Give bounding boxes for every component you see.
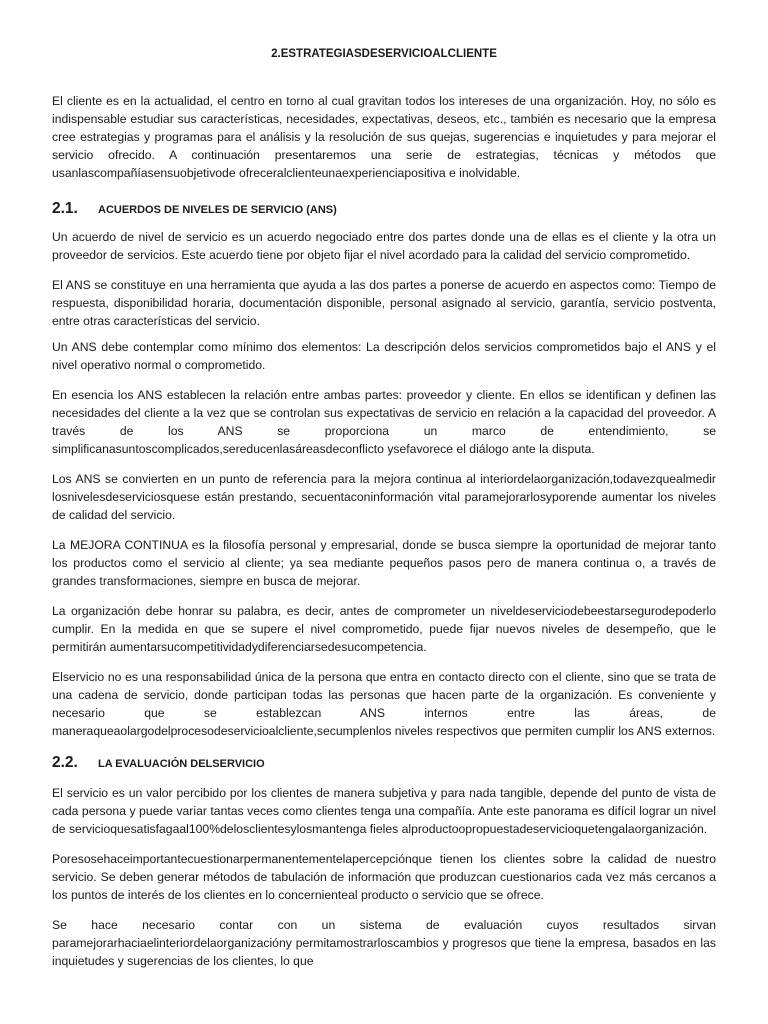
body-paragraph: Los ANS se convierten en un punto de referencia para la mejora continua al interiordelaorganización,todavezquealmedir losnivelesdeserviciosquese están prestando, secuentaconinformación vital paramejorarlosyporende aumentar los niveles de calidad del servicio.	[52, 472, 716, 522]
body-paragraph: Poresosehaceimportantecuestionarpermanentementelapercepciónque tienen los clientes sobre la calidad de nuestro servicio. Se deben generar métodos de tabulación de información que produzcan cuestionarios cada vez más cercanos a los puntos de interés de los clientes en lo concernienteal producto o servicio que se ofrece.	[52, 852, 716, 902]
document-title: 2.ESTRATEGIASDESERVICIOALCLIENTE	[271, 48, 497, 60]
section-title: ACUERDOS DE NIVELES DE SERVICIO (ANS)	[98, 204, 337, 216]
body-paragraph: Se hace necesario contar con un sistema de evaluación cuyos resultados sirvan paramejorarhaciaelinteriordelaorganizacióny permitamostrarloscambios y progresos que tiene la empresa, basados en las inquietudes y sugerencias de los clientes, lo que	[52, 918, 716, 968]
intro-paragraph: El cliente es en la actualidad, el centro en torno al cual gravitan todos los intereses de una organización. Hoy, no sólo es indispensable estudiar sus características, necesidades, expectativas, deseos, etc., también es necesario que la empresa cree estrategias y programas para el análisis y la resolución de sus quejas, sugerencias e inquietudes y para mejorar el servicio ofrecido. A continuación presentaremos una serie de estrategias, técnicas y métodos que usanlascompañíasensuobjetivode ofreceralclienteunaexperienciapositiva e inolvidable.	[52, 94, 716, 180]
section-heading	[52, 754, 716, 772]
body-paragraph: La MEJORA CONTINUA es la filosofía personal y empresarial, donde se busca siempre la oportunidad de mejorar tanto los productos como el servicio al cliente; ya sea mediante pequeños pasos pero de manera continua o, a través de grandes transformaciones, siempre en busca de mejorar.	[52, 538, 716, 588]
body-paragraph: Un ANS debe contemplar como mínimo dos elementos: La descripción delos servicios comprometidos bajo el ANS y el nivel operativo normal o comprometido.	[52, 340, 716, 372]
section-number: 2.1.	[52, 200, 78, 217]
body-paragraph: Un acuerdo de nivel de servicio es un acuerdo negociado entre dos partes donde una de ellas es el cliente y la otra un proveedor de servicios. Este acuerdo tiene por objeto fijar el nivel acordado para la calidad del servicio comprometido.	[52, 230, 716, 262]
body-paragraph: Elservicio no es una responsabilidad única de la persona que entra en contacto directo con el cliente, sino que se trata de una cadena de servicio, donde participan todas las personas que hacen parte de la organización. Es conveniente y necesario que se establezcan ANS internos entre las áreas, de maneraqueaolargodelprocesodeservicioalcliente,secumplenlos niveles respectivos que permiten cumplir los ANS externos.	[52, 670, 716, 738]
section-heading	[52, 200, 716, 218]
body-paragraph: El ANS se constituye en una herramienta que ayuda a las dos partes a ponerse de acuerdo en aspectos como: Tiempo de respuesta, disponibilidad horaria, documentación disponible, personal asignado al servicio, garantía, servicio postventa, entre otras características del servicio.	[52, 278, 716, 328]
body-paragraph: El servicio es un valor percibido por los clientes de manera subjetiva y para nada tangible, depende del punto de vista de cada persona y puede variar tantas veces como clientes tenga una compañía. Ante este panorama es difícil lograr un nivel de servicioquesatisfagaal100%delosclientesylosmantenga fieles alproductoopropuestadeservicioquetengalaorganización.	[52, 786, 716, 836]
body-paragraph: La organización debe honrar su palabra, es decir, antes de comprometer un niveldeserviciodebeestarsegurodepoderlo cumplir. En la medida en que se supere el nivel comprometido, puede fijar nuevos niveles de desempeño, que le permitirán aumentarsucompetitividadydiferenciarsedesucompetencia.	[52, 604, 716, 654]
section-number: 2.2.	[52, 754, 78, 771]
section-title: LA EVALUACIÓN DELSERVICIO	[98, 758, 265, 770]
body-paragraph: En esencia los ANS establecen la relación entre ambas partes: proveedor y cliente. En ellos se identifican y definen las necesidades del cliente a la vez que se controlan sus expectativas de servicio en relación a la capacidad del proveedor. A través de los ANS se proporciona un marco de entendimiento, se simplificanasuntoscomplicados,sereducenlasáreasdeconflicto ysefavorece el diálogo ante la disputa.	[52, 388, 716, 456]
